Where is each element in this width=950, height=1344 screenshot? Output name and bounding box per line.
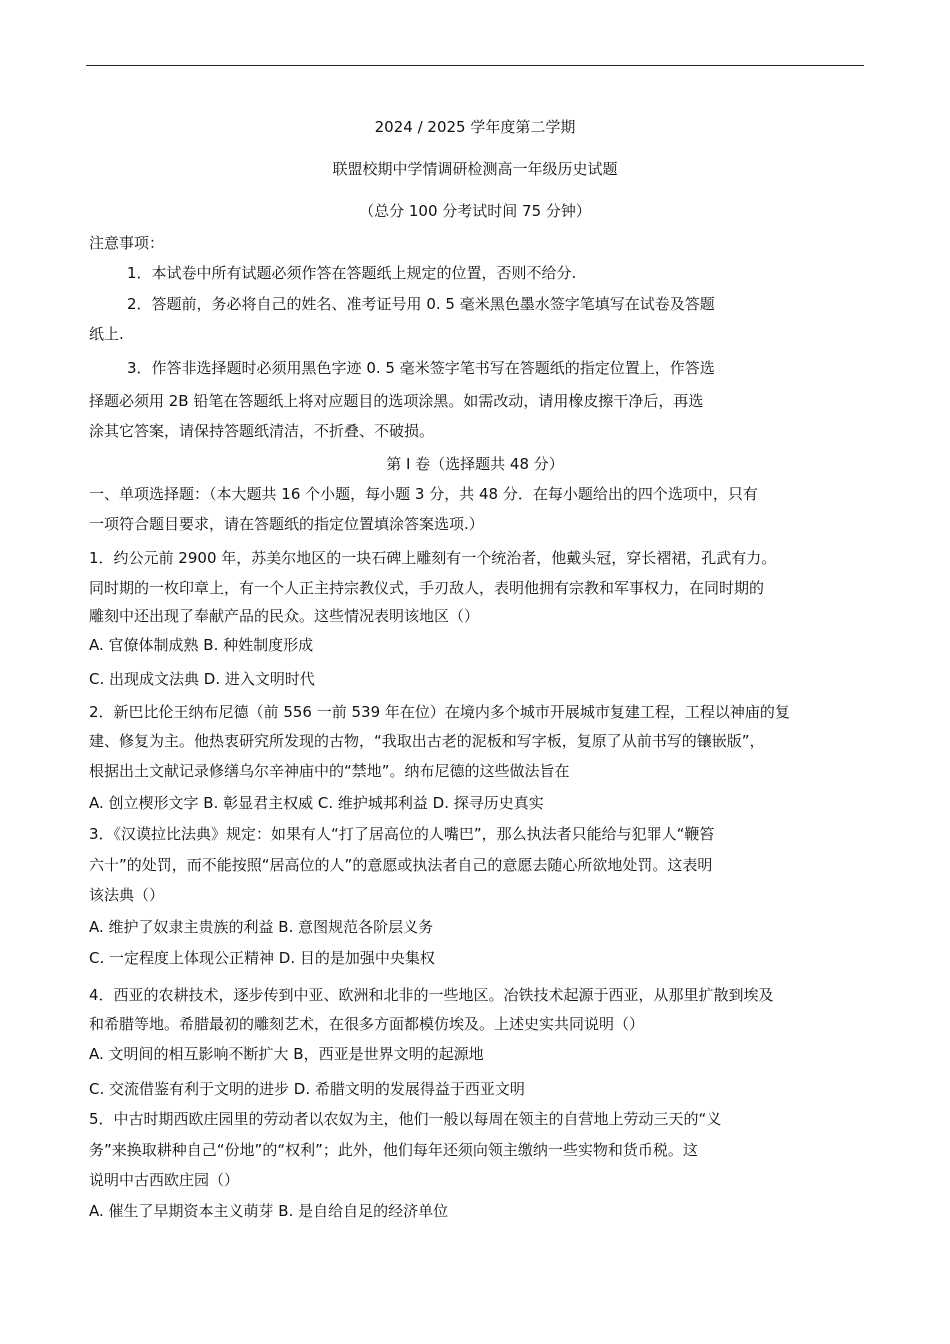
exam-title: 联盟校期中学情调研检测高一年级历史试题 [332, 160, 618, 178]
question-3-options: A. 维护了奴隶主贵族的利益 B. 意图规范各阶层义务 [89, 918, 434, 936]
section-intro-cont: 一项符合题目要求，请在答题纸的指定位置填涂答案选项.） [89, 515, 484, 533]
note-item-3-cont-2: 涂其它答案，请保持答题纸清洁，不折叠、不破损。 [89, 422, 435, 440]
question-3-text: 六十”的处罚，而不能按照“居高位的人”的意愿或执法者自己的意愿去随心所欲地处罚。这表明 [89, 856, 713, 874]
section-intro: 一、单项选择题：（本大题共 16 个小题，每小题 3 分，共 48 分．在每小题给出的四个选项中，只有 [89, 485, 758, 503]
question-1-options: A. 官僚体制成熟 B. 种姓制度形成 [89, 636, 314, 654]
note-item-2-cont: 纸上. [89, 325, 124, 343]
question-1-text: 1．约公元前 2900 年，苏美尔地区的一块石碑上雕刻有一个统治者，他戴头冠，穿长褶裙，孔武有力。 [89, 549, 777, 567]
question-1-options: C. 出现成文法典 D. 进入文明时代 [89, 670, 315, 688]
question-3-options: C. 一定程度上体现公正精神 D. 目的是加强中央集权 [89, 949, 435, 967]
exam-term: 2024 / 2025 学年度第二学期 [374, 118, 576, 136]
note-item-2: 2．答题前，务必将自己的姓名、准考证号用 0. 5 毫米黑色墨水签字笔填写在试卷及答题 [127, 295, 715, 313]
question-2-text: 建、修复为主。他热衷研究所发现的古物，“我取出古老的泥板和写字板，复原了从前书写的镶嵌版”， [89, 732, 765, 750]
question-2-text: 根据出土文献记录修缮乌尔辛神庙中的“禁地”。纳布尼德的这些做法旨在 [89, 762, 570, 780]
exam-subtitle: （总分 100 分考试时间 75 分钟） [359, 202, 591, 220]
question-1-text: 雕刻中还出现了奉献产品的民众。这些情况表明该地区（） [89, 607, 480, 625]
question-2-text: 2．新巴比伦王纳布尼德（前 556 一前 539 年在位）在境内多个城市开展城市复建工程，工程以神庙的复 [89, 703, 790, 721]
question-5-text: 说明中古西欧庄园（） [89, 1171, 240, 1189]
note-item-1: 1．本试卷中所有试题必须作答在答题纸上规定的位置，否则不给分. [127, 264, 577, 282]
question-5-options: A. 催生了早期资本主义萌芽 B. 是自给自足的经济单位 [89, 1202, 449, 1220]
note-item-3: 3．作答非选择题时必须用黑色字迹 0. 5 毫米签字笔书写在答题纸的指定位置上，作答选 [127, 359, 715, 377]
top-rule [86, 65, 864, 66]
note-item-3-cont-1: 择题必须用 2B 铅笔在答题纸上将对应题目的选项涂黑。如需改动，请用橡皮擦干净后，再选 [89, 392, 704, 410]
question-4-text: 4．西亚的农耕技术，逐步传到中亚、欧洲和北非的一些地区。冶铁技术起源于西亚，从那里扩散到埃及 [89, 986, 774, 1004]
question-3-text: 该法典（） [89, 886, 165, 904]
question-1-text: 同时期的一枚印章上，有一个人正主持宗教仪式，手刃敌人，表明他拥有宗教和军事权力，在同时期的 [89, 579, 765, 597]
question-2-options: A. 创立楔形文字 B. 彰显君主权威 C. 维护城邦利益 D. 探寻历史真实 [89, 794, 544, 812]
notes-heading: 注意事项： [89, 234, 165, 252]
question-3-text: 3．《汉谟拉比法典》规定：如果有人“打了居高位的人嘴巴”，那么执法者只能给与犯罪人“鞭笞 [89, 825, 715, 843]
section-heading: 第 I 卷（选择题共 48 分） [386, 455, 564, 473]
question-4-options: A. 文明间的相互影响不断扩大 B，西亚是世界文明的起源地 [89, 1045, 484, 1063]
question-5-text: 5．中古时期西欧庄园里的劳动者以农奴为主，他们一般以每周在领主的自营地上劳动三天的“义 [89, 1110, 722, 1128]
question-4-options: C. 交流借鉴有利于文明的进步 D. 希腊文明的发展得益于西亚文明 [89, 1080, 525, 1098]
question-4-text: 和希腊等地。希腊最初的雕刻艺术，在很多方面都模仿埃及。上述史实共同说明（） [89, 1015, 645, 1033]
question-5-text: 务”来换取耕种自己“份地”的“权利”；此外，他们每年还须向领主缴纳一些实物和货币税。这 [89, 1141, 698, 1159]
